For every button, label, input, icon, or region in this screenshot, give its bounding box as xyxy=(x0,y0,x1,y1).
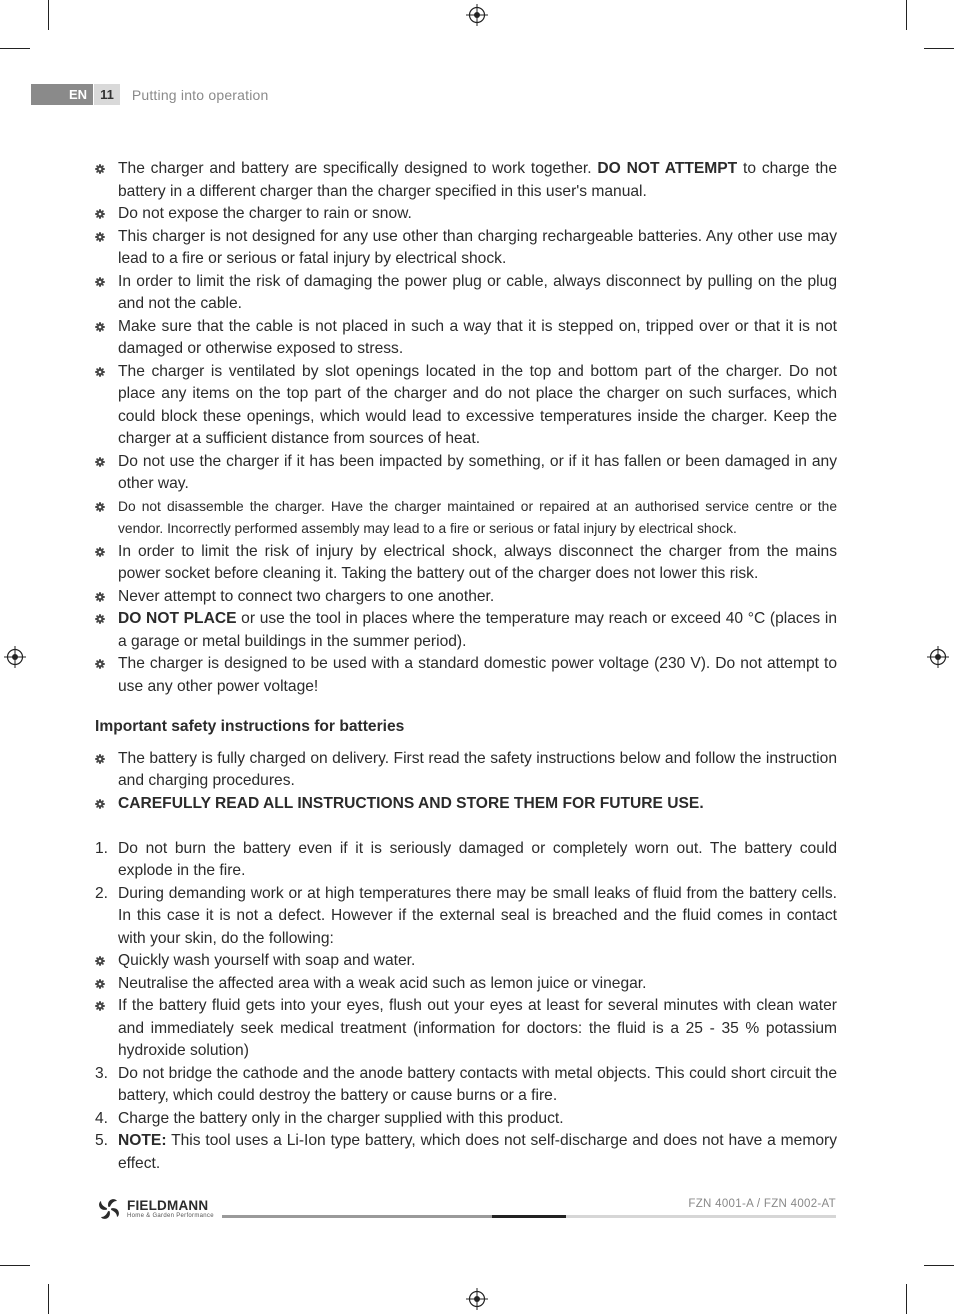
item-text xyxy=(118,795,704,812)
list-item xyxy=(95,950,837,973)
numbered-item xyxy=(95,1108,837,1131)
emphasis-text: NOTE: xyxy=(118,1132,167,1149)
list-item xyxy=(95,793,837,816)
crop-mark xyxy=(906,0,907,30)
list-item xyxy=(95,316,837,361)
fieldmann-logo xyxy=(95,1194,221,1224)
text-run: The charger and battery are specifically designed to work together. xyxy=(118,160,598,177)
crop-mark xyxy=(48,1284,49,1314)
emphasis-text: DO NOT ATTEMPT xyxy=(597,160,738,177)
item-number: 2. xyxy=(95,884,109,902)
flower-bullet-icon xyxy=(95,457,105,467)
item-text xyxy=(118,228,837,268)
numbered-list xyxy=(95,838,837,951)
numbered-item xyxy=(95,1063,837,1108)
item-text xyxy=(118,318,837,358)
list-item xyxy=(95,271,837,316)
crop-mark xyxy=(924,48,954,49)
flower-bullet-icon xyxy=(95,799,105,809)
text-run: to charge the battery in a different charger than the charger specified in this user's manual. xyxy=(118,160,837,200)
list-item xyxy=(95,995,837,1063)
list-item xyxy=(95,361,837,451)
flower-bullet-icon xyxy=(95,592,105,602)
text-run: During demanding work or at high temperatures there may be small leaks of fluid from the battery cells. In this case it is not a defect. However if the external seal is breached and the fluid comes in contact with your skin, do the following: xyxy=(118,884,837,947)
flower-bullet-icon xyxy=(95,1001,105,1011)
registration-mark-icon xyxy=(466,4,488,26)
flower-bullet-icon xyxy=(95,322,105,332)
text-run: Do not bridge the cathode and the anode battery contacts with metal objects. This could short circuit the battery, which could destroy the battery or cause burns or a fire. xyxy=(118,1064,837,1104)
item-text xyxy=(118,1065,837,1105)
flower-bullet-icon xyxy=(95,979,105,989)
text-run: Do not disassemble the charger. Have the charger maintained or repaired at an authorised service centre or the vendor. Incorrectly performed assembly may lead to a fire or serious or fatal injury by electrical shock. xyxy=(118,498,837,536)
list-item xyxy=(95,748,837,793)
item-text xyxy=(118,453,837,493)
text-run: Never attempt to connect two chargers to one another. xyxy=(118,587,495,605)
registration-mark-icon xyxy=(4,646,26,668)
list-item xyxy=(95,226,837,271)
text-run: Do not use the charger if it has been impacted by something, or if it has fallen or been damaged in any other way. xyxy=(118,452,837,492)
numbered-item xyxy=(95,838,837,883)
crop-mark xyxy=(0,48,30,49)
item-number: 1. xyxy=(95,839,109,857)
language-badge: EN xyxy=(69,84,93,105)
flower-bullet-icon xyxy=(95,956,105,966)
item-text xyxy=(118,975,646,992)
page-header xyxy=(31,84,269,105)
flower-bullet-icon xyxy=(95,209,105,219)
main-content xyxy=(95,158,837,1175)
crop-mark xyxy=(0,1265,30,1266)
section-title: Putting into operation xyxy=(131,86,269,103)
list-item xyxy=(95,158,837,203)
footer-line-light xyxy=(566,1215,836,1218)
brand-tagline: Home & Garden Performance xyxy=(127,1212,214,1219)
model-number: FZN 4001-A / FZN 4002-AT xyxy=(688,1198,836,1210)
text-run: This charger is not designed for any use other than charging rechargeable batteries. Any other use may lead to a fire or serious or fatal injury by electrical shock. xyxy=(118,227,837,267)
item-text xyxy=(118,952,415,969)
charger-safety-list xyxy=(95,158,837,698)
list-item xyxy=(95,496,837,541)
flower-bullet-icon xyxy=(95,547,105,557)
text-run: Neutralise the affected area with a weak acid such as lemon juice or vinegar. xyxy=(118,974,647,992)
item-text xyxy=(118,205,412,222)
brand-name: FIELDMANN xyxy=(127,1197,209,1213)
registration-mark-icon xyxy=(466,1288,488,1310)
flower-bullet-icon xyxy=(95,164,105,174)
item-number: 5. xyxy=(95,1132,109,1149)
flower-bullet-icon xyxy=(95,659,105,669)
battery-intro-list xyxy=(95,748,837,816)
item-text xyxy=(118,273,837,313)
emphasis-text: DO NOT PLACE xyxy=(118,610,237,627)
text-run: Quickly wash yourself with soap and water. xyxy=(118,952,416,969)
list-item xyxy=(95,586,837,609)
text-run: This tool uses a Li-Ion type battery, which does not self-discharge and does not have a memory effect. xyxy=(118,1132,837,1172)
item-text xyxy=(118,885,837,947)
text-run: If the battery fluid gets into your eyes, flush out your eyes at least for several minutes with clean water and immediately seek medical treatment (information for doctors: the fluid is a 25 - 35 % potassium hydroxide solution) xyxy=(118,997,837,1059)
fieldmann-fan-logo-icon xyxy=(95,1195,123,1223)
text-run: Charge the battery only in the charger supplied with this product. xyxy=(118,1109,564,1127)
item-text xyxy=(118,840,837,880)
text-run: Do not burn the battery even if it is seriously damaged or completely worn out. The battery could explode in the fire. xyxy=(118,839,837,879)
numbered-item xyxy=(95,1130,837,1175)
flower-bullet-icon xyxy=(95,277,105,287)
list-item xyxy=(95,451,837,496)
flower-bullet-icon xyxy=(95,232,105,242)
item-text xyxy=(118,997,837,1059)
text-run: In order to limit the risk of damaging the power plug or cable, always disconnect by pulling on the plug and not the cable. xyxy=(118,272,837,312)
subheading: Important safety instructions for batteries xyxy=(95,718,405,735)
text-run: Make sure that the cable is not placed in such a way that it is stepped on, tripped over or that it is not damaged or otherwise exposed to stress. xyxy=(118,317,837,357)
item-text xyxy=(118,588,494,605)
item-text xyxy=(118,363,837,448)
list-item xyxy=(95,653,837,698)
item-text xyxy=(118,499,837,537)
item-text xyxy=(118,543,837,583)
numbered-item xyxy=(95,883,837,951)
list-item xyxy=(95,973,837,996)
crop-mark xyxy=(906,1284,907,1314)
item-text xyxy=(118,160,837,200)
flower-bullet-icon xyxy=(95,367,105,377)
item-number: 4. xyxy=(95,1109,109,1127)
crop-mark xyxy=(924,1265,954,1266)
footer-line-gray xyxy=(222,1215,492,1218)
first-aid-list xyxy=(95,950,837,1063)
flower-bullet-icon xyxy=(95,754,105,764)
item-text xyxy=(118,750,837,790)
flower-bullet-icon xyxy=(95,502,105,512)
page-number: 11 xyxy=(94,84,120,105)
list-item xyxy=(95,203,837,226)
emphasis-text: CAREFULLY READ ALL INSTRUCTIONS AND STORE THEM FOR FUTURE USE. xyxy=(118,794,704,812)
item-text xyxy=(118,1132,837,1172)
registration-mark-icon xyxy=(927,646,949,668)
crop-mark xyxy=(48,0,49,30)
text-run: The charger is ventilated by slot openings located in the top and bottom part of the charger. Do not place any items on the top part of the charger and do not place the charger on such surfaces, which could block these openings, which would lead to excessive temperatures inside the charger. Keep the charger at a sufficient distance from sources of heat. xyxy=(118,362,837,447)
list-item xyxy=(95,541,837,586)
item-number: 3. xyxy=(95,1064,109,1082)
item-text xyxy=(118,1110,564,1127)
item-text xyxy=(118,655,837,695)
text-run: The battery is fully charged on delivery. First read the safety instructions below and follow the instruction and charging procedures. xyxy=(118,749,837,789)
list-item xyxy=(95,608,837,653)
numbered-list-continued xyxy=(95,1063,837,1176)
header-bar xyxy=(31,84,69,105)
text-run: In order to limit the risk of injury by electrical shock, always disconnect the charger from the mains power socket before cleaning it. Taking the battery out of the charger does not lower this risk. xyxy=(118,542,837,582)
footer-line-dark xyxy=(492,1215,566,1218)
flower-bullet-icon xyxy=(95,614,105,624)
text-run: Do not expose the charger to rain or snow. xyxy=(118,205,412,222)
text-run: or use the tool in places where the temperature may reach or exceed 40 °C (places in a garage or metal buildings in the summer period). xyxy=(118,610,837,650)
text-run: The charger is designed to be used with a standard domestic power voltage (230 V). Do not attempt to use any other power voltage! xyxy=(118,655,837,695)
item-text xyxy=(118,610,837,650)
